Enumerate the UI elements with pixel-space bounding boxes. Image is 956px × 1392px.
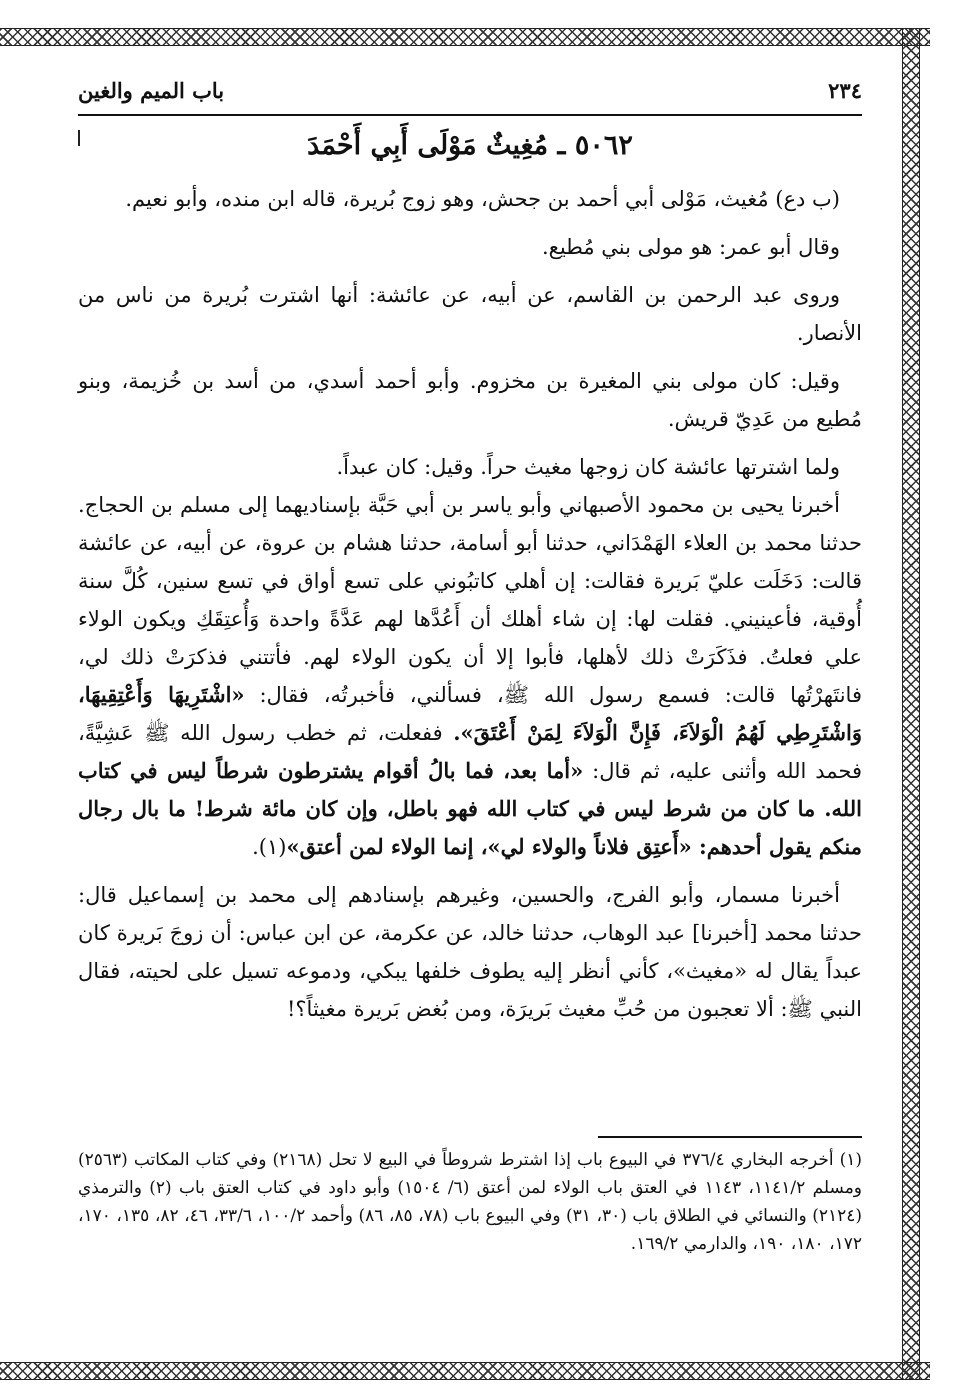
entry-title: ٥٠٦٢ ـ مُغِيثٌ مَوْلَى أَبِي أَحْمَدَ (307, 130, 633, 161)
footnote-separator (598, 1136, 862, 1138)
running-title: باب الميم والغين (78, 78, 225, 103)
ornamental-border-top (0, 28, 930, 46)
footnote-reference: (١). (252, 835, 287, 859)
main-text (78, 180, 862, 1038)
paragraph: وقال أبو عمر: هو مولى بني مُطيع. (541, 235, 840, 259)
hadith-paragraph (78, 486, 862, 866)
page (78, 60, 862, 1350)
hadith-paragraph-2: أخبرنا مسمار، وأبو الفرج، والحسين، وغيرهم بإسنادهم إلى محمد بن إسماعيل قال: حدثنا محمد [أخبرنا] عبد الوهاب، حدثنا خالد، عن عكرمة، عن ابن عباس: أن زوجَ بَريرة كان عبداً يقال له «مغيث»، كأني أنظر إليه يطوف خلفها يبكي، ودموعه تسيل على لحيته، فقال النبي ﷺ: ألا تعجبون من حُبِّ مغيث بَريرَة، ومن بُغض بَريرة مغيثاً؟! (78, 883, 862, 1021)
page-number: ٢٣٤ (828, 78, 862, 103)
ornamental-border-bottom (0, 1362, 930, 1380)
paragraph: وروى عبد الرحمن بن القاسم، عن أبيه، عن عائشة: أنها اشترت بُريرة من ناس من الأنصار. (78, 283, 862, 345)
paragraph: ولما اشترتها عائشة كان زوجها مغيث حراً. وقيل: كان عبداً. (336, 455, 840, 479)
ornamental-border-right (902, 28, 920, 1380)
prophetic-quote-2: «أما بعد، فما بالُ أقوام يشترطون شرطاً ليس في كتاب الله. ما كان من شرط ليس في كتاب الله فهو باطل، وإن كان مائة شرط! ما بال رجال منكم يقول أحدهم: «أَعتِق فلاناً والولاء لي»، إنما الولاء لمن أعتق» (78, 758, 862, 859)
footnote: (١) أخرجه البخاري ٣٧٦/٤ في البيوع باب إذا اشترط شروطاً في البيع لا تحل (٢١٦٨) وفي كتاب المكاتب (٢٥٦٣) ومسلم ١١٤١/٢، ١١٤٣ في العتق باب الولاء لمن أعتق (٦/ ١٥٠٤) وأبو داود في كتاب العتق باب (٢) والترمذي (٢١٢٤) والنسائي في الطلاق باب (٣٠، ٣١) وفي البيوع باب (٧٨، ٨٥، ٨٦) وأحمد ١٠٠/٢، ٣٣/٦، ٤٦، ٨٢، ١٣٥، ١٧٠، ١٧٢، ١٨٠، ١٩٠، والدارمي ١٦٩/٢. (78, 1150, 863, 1254)
hadith-text-continued: ففعلت، ثم خطب رسول الله ﷺ عَشِيَّةً، فحمد الله وأثنى عليه، ثم قال: (78, 721, 863, 783)
hadith-text: أخبرنا يحيى بن محمود الأصبهاني وأبو ياسر بن أبي حَبَّة بإسناديهما إلى مسلم بن الحجاج. حدثنا محمد بن العلاء الهَمْدَاني، حدثنا أبو أسامة، حدثنا هشام بن عروة، عن أبيه، عن عائشة قالت: دَخَلَت عليّ بَريرة فقالت: إن أهلي كاتبُوني على تسع أواق في تسع سنين، كُلَّ سنة أُوقية، فأعينيني. فقلت لها: إن شاء أهلك أن أَعُدَّها لهم عَدَّةً واحدة وَأُعتِقَكِ ويكون الولاء علي فعلتُ. فذَكَرَتْ ذلك لأهلها، فأبوا إلا أن يكون الولاء لهم. فأتتني فذكرَتْ ذلك لي، فانتَهرْتُها قالت: فسمع رسول الله ﷺ، فسألني، فأخبرتُه، فقال: (78, 493, 862, 707)
footnotes (78, 1146, 862, 1258)
paragraph: (ب دع) مُغيث، مَوْلى أبي أحمد بن جحش، وهو زوج بُريرة، قاله ابن منده، وأبو نعيم. (125, 187, 840, 211)
running-header (78, 74, 862, 116)
prophetic-quote: «اشْتَرِيهَا وَأَعْتِقِيهَا، وَاشْتَرِطِي لَهُمُ الْوَلاَءَ، فَإِنَّ الْوَلاَءَ لِمَنْ أَعْتَقَ». (78, 682, 863, 745)
paragraph: وقيل: كان مولى بني المغيرة بن مخزوم. وأبو أحمد أسدي، من أسد بن خُزيمة، وبنو مُطيع من عَدِيّ قريش. (78, 369, 862, 431)
